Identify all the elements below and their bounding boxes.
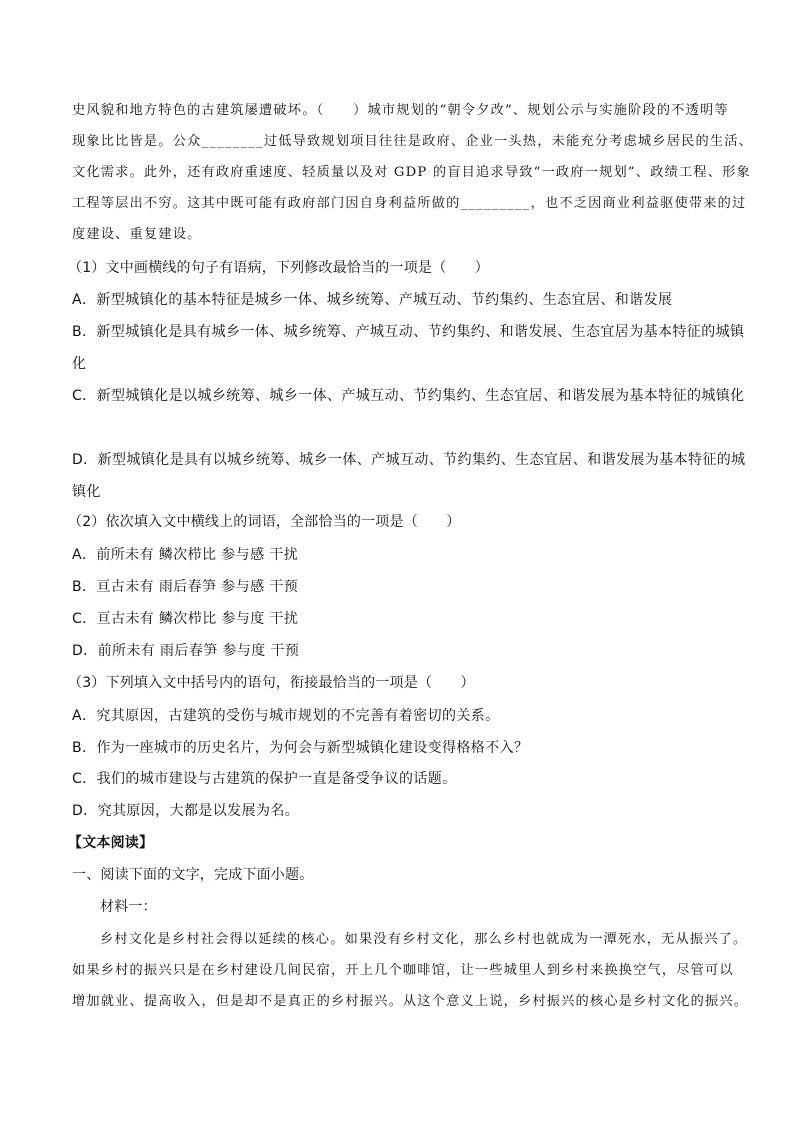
material-label: 材料一： xyxy=(100,899,157,915)
section-heading: 【文本阅读】 xyxy=(68,835,154,851)
q2-option-a: A．前所未有 鳞次栉比 参与感 干扰 xyxy=(72,547,299,563)
material-line-1: 乡村文化是乡村社会得以延续的核心。如果没有乡村文化，那么乡村也就成为一潭死水，无从振兴了。 xyxy=(100,932,748,947)
material-line-2: 如果乡村的振兴只是在乡村建设几间民宿，开上几个咖啡馆，让一些城里人到乡村来换换空气，尽管可以 xyxy=(72,963,734,978)
q3-stem: （3）下列填入文中括号内的语句，衔接最恰当的一项是（ ） xyxy=(68,675,475,691)
section-instruction: 一、阅读下面的文字，完成下面小题。 xyxy=(72,867,314,883)
q3-option-d: D．究其原因，大都是以发展为名。 xyxy=(72,803,300,819)
passage-line-4: 工程等层出不穷。这其中既可能有政府部门因自身利益所做的_________，也不乏因商业利益驱使带来的过 xyxy=(72,196,747,211)
q2-option-b: B．亘古未有 雨后春笋 参与感 干预 xyxy=(72,579,299,595)
q3-option-c: C．我们的城市建设与古建筑的保护一直是备受争议的话题。 xyxy=(72,771,457,787)
q3-option-a: A．究其原因，古建筑的受伤与城市规划的不完善有着密切的关系。 xyxy=(72,708,500,724)
q1-option-d-cont: 镇化 xyxy=(72,484,101,500)
q1-option-b: B．新型城镇化是具有城乡一体、城乡统筹、产城互动、节约集约、和谐发展、生态宜居为基本特征的城镇 xyxy=(72,324,745,340)
passage-line-2: 现象比比皆是。公众________过低导致规划项目往往是政府、企业一头热，未能充分考虑城乡居民的生活、 xyxy=(72,134,754,149)
q1-option-c: C．新型城镇化是以城乡统筹、城乡一体、产城互动、节约集约、生态宜居、和谐发展为基本特征的城镇化 xyxy=(72,388,745,404)
q1-option-d: D．新型城镇化是具有以城乡统筹、城乡一体、产城互动、节约集约、生态宜居、和谐发展为基本特征的城 xyxy=(72,452,746,468)
q3-option-b: B．作为一座城市的历史名片，为何会与新型城镇化建设变得格格不入？ xyxy=(72,740,529,756)
q1-stem: （1）文中画横线的句子有语病，下列修改最恰当的一项是（ ） xyxy=(68,260,489,276)
passage-line-5: 度建设、重复建设。 xyxy=(72,227,202,242)
q1-option-a: A．新型城镇化的基本特征是城乡一体、城乡统筹、产城互动、节约集约、生态宜居、和谐发展 xyxy=(72,292,673,308)
q1-option-b-cont: 化 xyxy=(72,356,87,372)
passage-line-3: 文化需求。此外，还有政府重速度、轻质量以及对 GDP 的盲目追求导致“一政府一规划”、政绩工程、形象 xyxy=(72,165,751,180)
q2-stem: （2）依次填入文中横线上的词语，全部恰当的一项是（ ） xyxy=(68,514,461,530)
material-line-3: 增加就业、提高收入，但是却不是真正的乡村振兴。从这个意义上说，乡村振兴的核心是乡村文化的振兴。 xyxy=(72,994,749,1009)
q2-option-d: D．前所未有 雨后春笋 参与度 干预 xyxy=(72,643,300,659)
passage-line-1: 史风貌和地方特色的古建筑屡遭破坏。（ ）城市规划的“朝令夕改”、规划公示与实施阶段的不透明等 xyxy=(72,103,729,118)
q2-option-c: C．亘古未有 鳞次栉比 参与度 干扰 xyxy=(72,611,299,627)
